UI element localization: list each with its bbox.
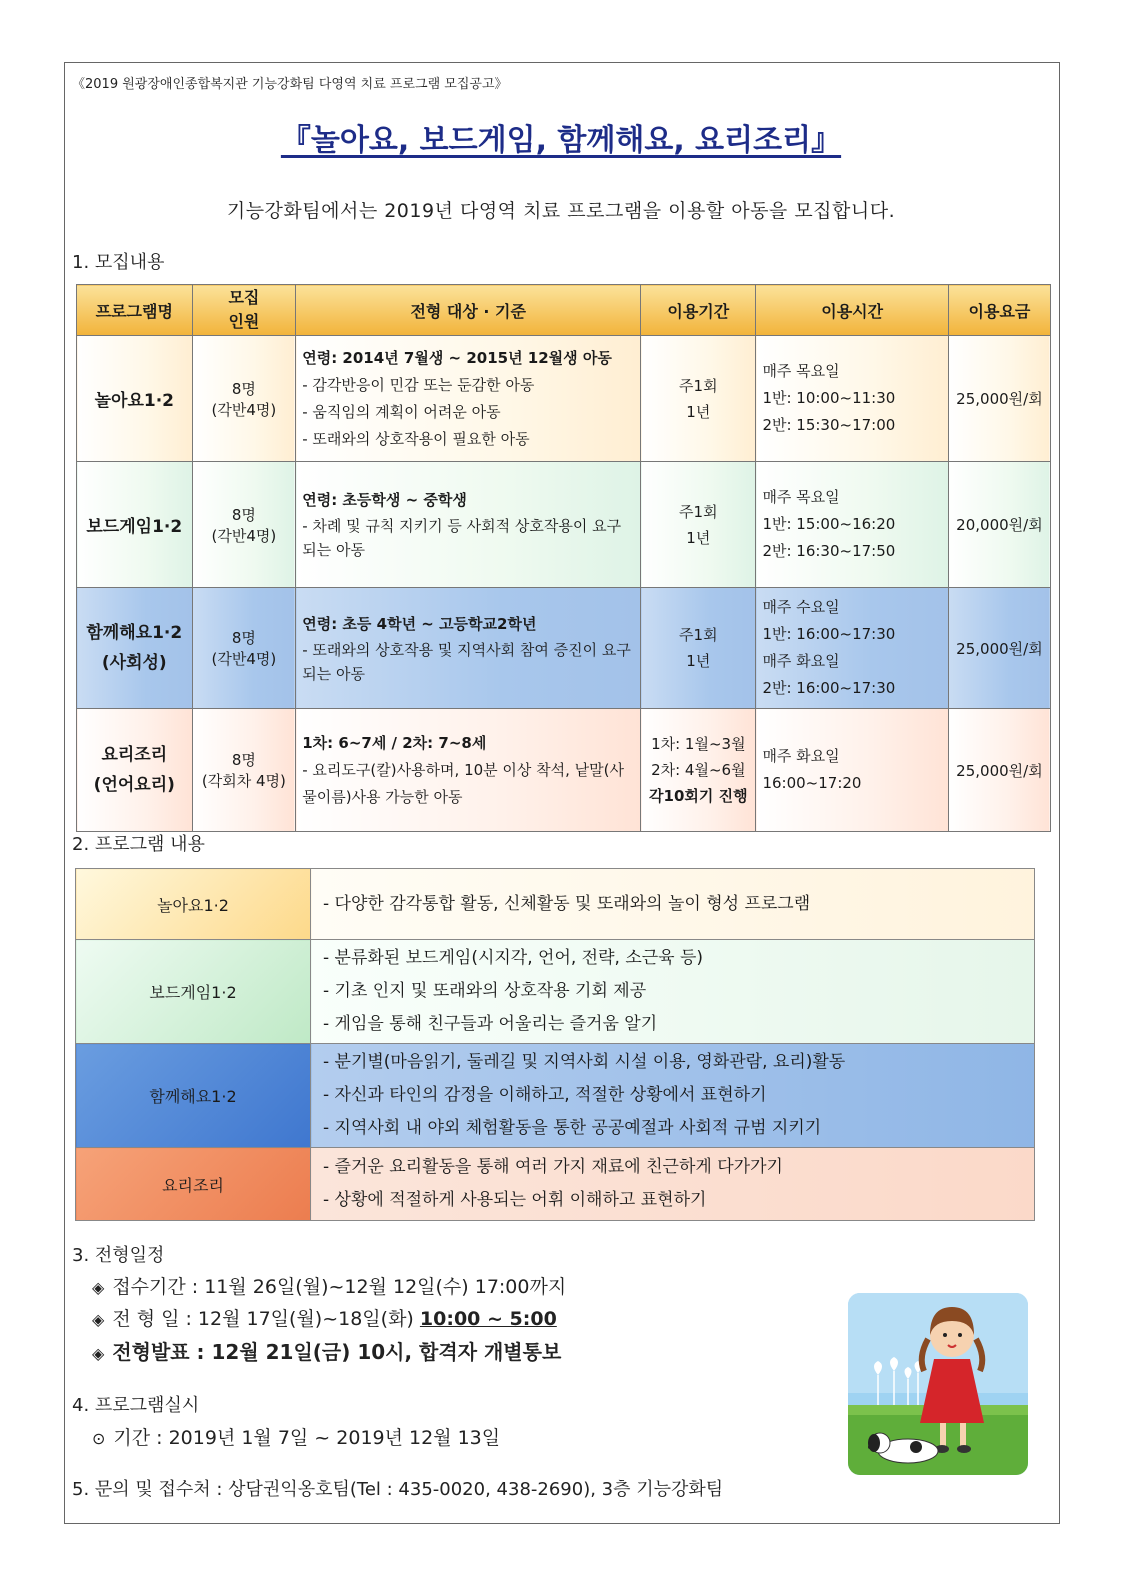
program-desc: - 분기별(마음읽기, 둘레길 및 지역사회 시설 이용, 영화관람, 요리)활동 - 자신과 타인의 감정을 이해하고, 적절한 상황에서 표현하기 - 지역사회 내 야외 체험활동을 통한 공공예절과 사회적 규범 지키기 (311, 1044, 1035, 1148)
notice-title: 『놀아요, 보드게임, 함께해요, 요리조리』 (280, 123, 842, 158)
notice-header: 《2019 원광장애인종합복지관 기능강화팀 다영역 치료 프로그램 모집공고》 (72, 77, 508, 92)
recruit-count: 8명 (각회차 4명) (192, 709, 296, 832)
program-desc: - 즐거운 요리활동을 통해 여러 가지 재료에 친근하게 다가가기 - 상황에 적절하게 사용되는 어휘 이해하고 표현하기 (311, 1148, 1035, 1221)
criteria-cell: 연령: 2014년 7월생 ~ 2015년 12월생 아동 - 감각반응이 민감 또는 둔감한 아동 - 움직임의 계획이 어려운 아동 - 또래와의 상호작용이 필요한 아동 (296, 336, 641, 462)
table-header-row (77, 285, 1051, 336)
col-program-name: 프로그램명 (77, 285, 193, 336)
recruit-count: 8명 (각반4명) (192, 462, 296, 588)
col-criteria: 전형 대상 · 기준 (296, 285, 641, 336)
program-content-table (75, 868, 1035, 1221)
fee-cell: 25,000원/회 (948, 336, 1050, 462)
criteria-cell: 연령: 초등학생 ~ 중학생 - 차례 및 규칙 지키기 등 사회적 상호작용이 요구되는 아동 (296, 462, 641, 588)
period-cell: 주1회 1년 (641, 462, 756, 588)
table-row (77, 588, 1051, 709)
diamond-bullet-icon: ◈ (92, 1344, 105, 1363)
table-row (77, 462, 1051, 588)
fee-cell: 20,000원/회 (948, 462, 1050, 588)
contact-info: 5. 문의 및 접수처 : 상담권익옹호팀(Tel : 435-0020, 438-2690), 3층 기능강화팀 (72, 1479, 724, 1500)
program-name: 함께해요1·2 (76, 1044, 311, 1148)
time-cell: 매주 목요일 1반: 15:00~16:20 2반: 16:30~17:50 (756, 462, 948, 588)
section4-heading: 4. 프로그램실시 (72, 1395, 200, 1416)
section1-heading: 1. 모집내용 (72, 252, 165, 273)
program-desc: - 다양한 감각통합 활동, 신체활동 및 또래와의 놀이 형성 프로그램 (311, 869, 1035, 940)
period-cell: 주1회 1년 (641, 336, 756, 462)
diamond-bullet-icon: ◈ (92, 1310, 105, 1329)
program-name: 요리조리 (76, 1148, 311, 1221)
table-row (77, 336, 1051, 462)
program-name: 요리조리 (언어요리) (77, 709, 193, 832)
schedule-exam: ◈ 전 형 일 : 12월 17일(월)~18일(화) 10:00 ~ 5:00 (92, 1308, 557, 1330)
criteria-cell: 연령: 초등 4학년 ~ 고등학교2학년 - 또래와의 상호작용 및 지역사회 참여 증진이 요구되는 아동 (296, 588, 641, 709)
period-cell: 1차: 1월~3월 2차: 4월~6월 각10회기 진행 (641, 709, 756, 832)
col-recruit-count: 모집 인원 (192, 285, 296, 336)
program-name: 보드게임1·2 (76, 940, 311, 1044)
col-fee: 이용요금 (948, 285, 1050, 336)
table-row (76, 1148, 1035, 1221)
table-row (76, 869, 1035, 940)
program-name: 놀아요1·2 (77, 336, 193, 462)
section2-heading: 2. 프로그램 내용 (72, 834, 205, 855)
table-row (76, 1044, 1035, 1148)
fee-cell: 25,000원/회 (948, 588, 1050, 709)
time-cell: 매주 목요일 1반: 10:00~11:30 2반: 15:30~17:00 (756, 336, 948, 462)
schedule-announce: ◈ 전형발표 : 12월 21일(금) 10시, 합격자 개별통보 (92, 1340, 562, 1364)
table-row (77, 709, 1051, 832)
program-name: 함께해요1·2 (사회성) (77, 588, 193, 709)
girl-dog-illustration-icon (848, 1293, 1028, 1475)
diamond-bullet-icon: ◈ (92, 1278, 105, 1297)
fee-cell: 25,000원/회 (948, 709, 1050, 832)
time-cell: 매주 수요일 1반: 16:00~17:30 매주 화요일 2반: 16:00~17:30 (756, 588, 948, 709)
time-cell: 매주 화요일 16:00~17:20 (756, 709, 948, 832)
col-time: 이용시간 (756, 285, 948, 336)
notice-intro: 기능강화팀에서는 2019년 다영역 치료 프로그램을 이용할 아동을 모집합니다. (226, 200, 896, 222)
recruit-table (76, 284, 1051, 832)
section3-heading: 3. 전형일정 (72, 1245, 165, 1266)
period-cell: 주1회 1년 (641, 588, 756, 709)
recruit-count: 8명 (각반4명) (192, 336, 296, 462)
schedule-receipt: ◈ 접수기간 : 11월 26일(월)~12월 12일(수) 17:00까지 (92, 1276, 567, 1298)
program-period: ⊙ 기간 : 2019년 1월 7일 ~ 2019년 12월 13일 (92, 1427, 501, 1449)
criteria-cell: 1차: 6~7세 / 2차: 7~8세 - 요리도구(칼)사용하며, 10분 이상 착석, 낱말(사물이름)사용 가능한 아동 (296, 709, 641, 832)
recruit-count: 8명 (각반4명) (192, 588, 296, 709)
col-period: 이용기간 (641, 285, 756, 336)
table-row (76, 940, 1035, 1044)
circle-bullet-icon: ⊙ (92, 1429, 106, 1448)
program-name: 보드게임1·2 (77, 462, 193, 588)
program-desc: - 분류화된 보드게임(시지각, 언어, 전략, 소근육 등) - 기초 인지 및 또래와의 상호작용 기회 제공 - 게임을 통해 친구들과 어울리는 즐거움 알기 (311, 940, 1035, 1044)
program-name: 놀아요1·2 (76, 869, 311, 940)
